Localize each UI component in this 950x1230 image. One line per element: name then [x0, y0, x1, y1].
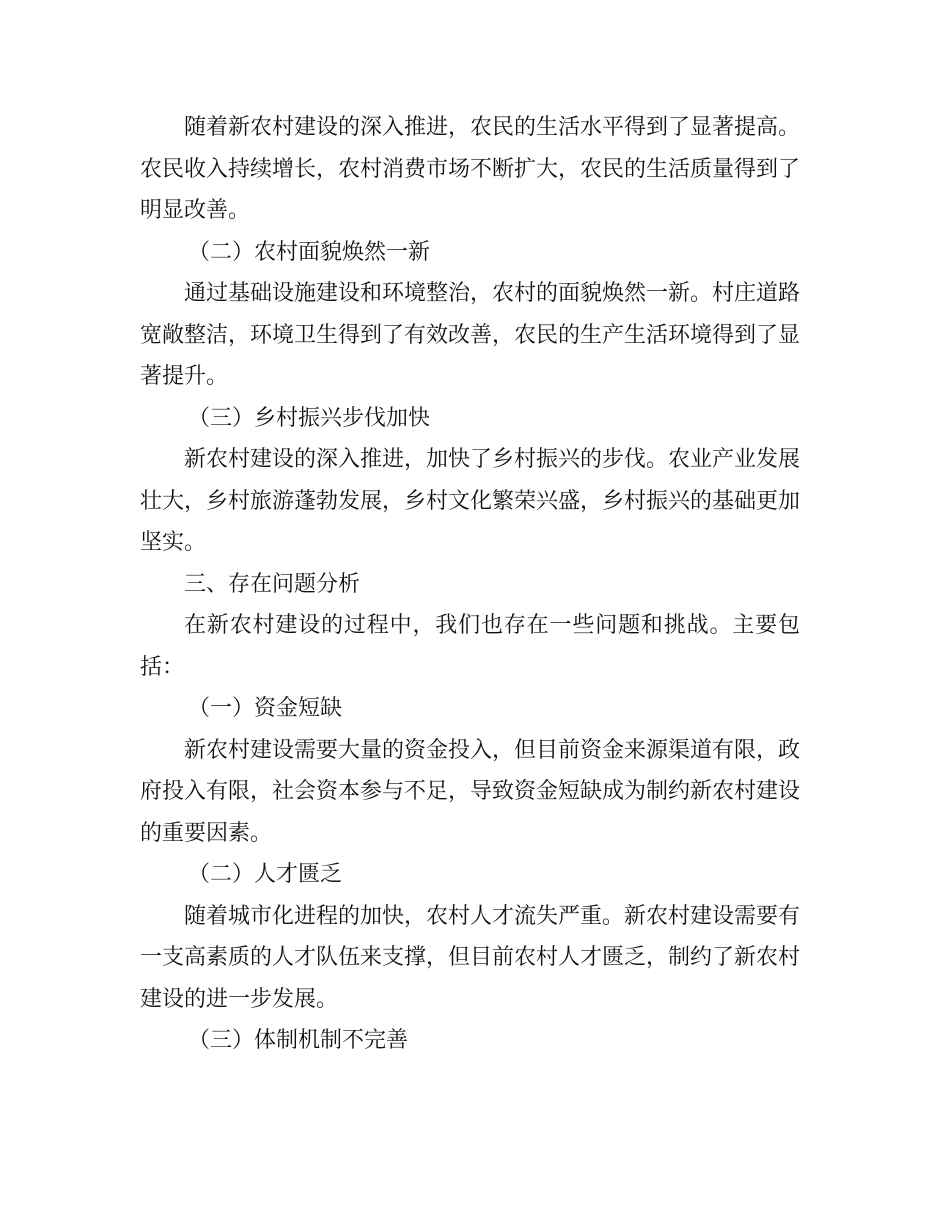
heading-talent-shortage: （二）人才匮乏 [188, 862, 343, 887]
paragraph-infrastructure: 通过基础设施建设和环境整治，农村的面貌焕然一新。村庄道路宽敞整洁，环境卫生得到了有效改善，农民的生产生活环境得到了显著提升。 [140, 281, 801, 389]
heading-institutional-mechanism: （三）体制机制不完善 [188, 1028, 409, 1053]
paragraph-talent: 随着城市化进程的加快，农村人才流失严重。新农村建设需要有一支高素质的人才队伍来支撑，但目前农村人才匮乏，制约了新农村建设的进一步发展。 [140, 903, 801, 1012]
paragraph-problems-intro: 在新农村建设的过程中，我们也存在一些问题和挑战。主要包括： [140, 613, 800, 680]
section-title-problems: 三、存在问题分析 [184, 571, 361, 597]
heading-rural-revitalization: （三）乡村振兴步伐加快 [188, 405, 431, 431]
paragraph-funding: 新农村建设需要大量的资金投入，但目前资金来源渠道有限，政府投入有限，社会资本参与不足，导致资金短缺成为制约新农村建设的重要因素。 [140, 737, 801, 846]
document-body [140, 107, 800, 1062]
paragraph-living-standards: 随着新农村建设的深入推进，农民的生活水平得到了显著提高。农民收入持续增长，农村消费市场不断扩大，农民的生活质量得到了明显改善。 [140, 115, 801, 223]
heading-village-appearance: （二）农村面貌焕然一新 [188, 239, 431, 265]
paragraph-revitalization: 新农村建设的深入推进，加快了乡村振兴的步伐。农业产业发展壮大，乡村旅游蓬勃发展，乡村文化繁荣兴盛，乡村振兴的基础更加坚实。 [140, 447, 801, 555]
heading-funding-shortage: （一）资金短缺 [188, 696, 343, 721]
